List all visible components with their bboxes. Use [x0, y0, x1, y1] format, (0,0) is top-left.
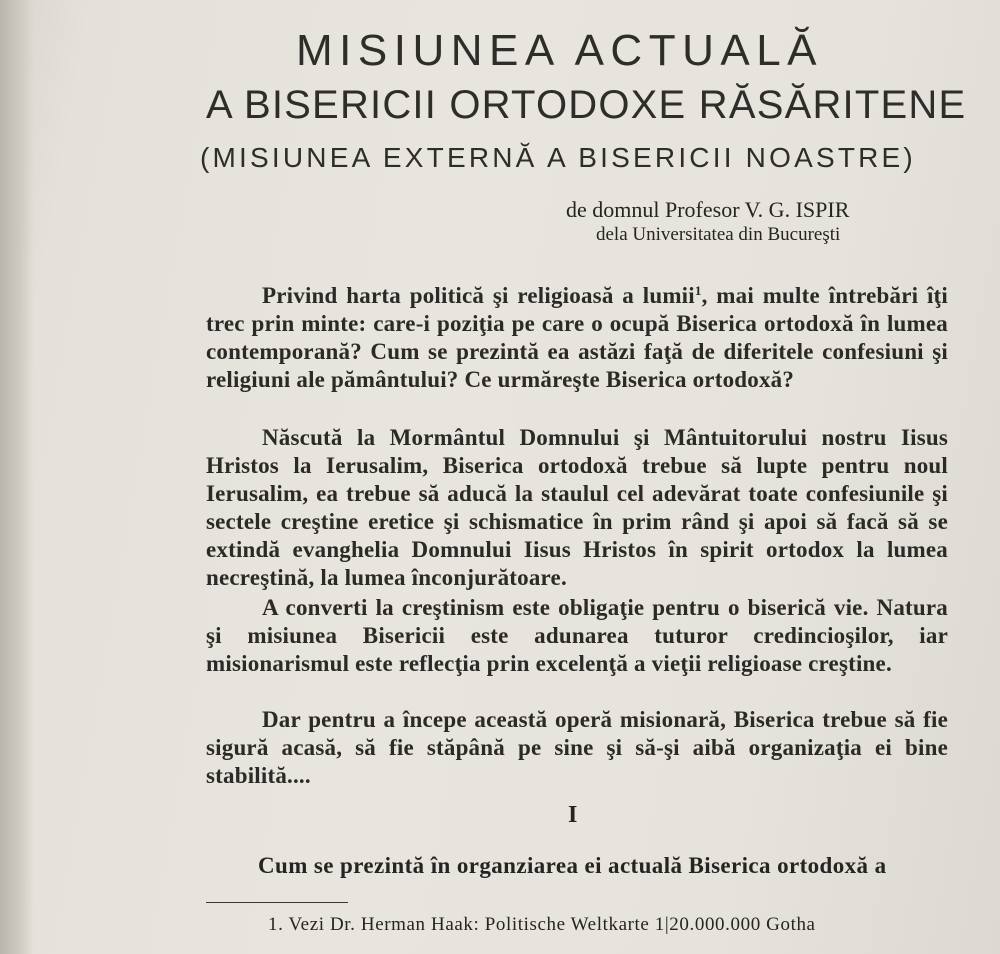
- paragraph-1: [206, 282, 948, 394]
- subtitle: (MISIUNEA EXTERNĂ A BISERICII NOASTRE): [200, 142, 916, 173]
- footnote-divider: [206, 902, 348, 903]
- footnote: 1. Vezi Dr. Herman Haak: Politische Weltkarte 1|20.000.000 Gotha: [268, 914, 816, 935]
- title-line-2: A BISERICII ORTODOXE RĂSĂRITENE: [206, 83, 967, 127]
- paragraph-4: Dar pentru a începe această operă misionară, Biserica trebue să fie sigură acasă, să fie stăpână pe sine şi să-şi aibă organizaţia ei bine stabilită....: [206, 707, 948, 788]
- paragraph-3: A converti la creştinism este obligaţie pentru o biserică vie. Natura şi misiunea Bisericii este adunarea tuturor credincioşilor, iar misionarismul este reflecţia prin excelenţă a vieţii religioase creştine.: [206, 595, 948, 676]
- section-first-line: Cum se prezintă în organziarea ei actuală Biserica ortodoxă a: [258, 853, 887, 878]
- author-affiliation: dela Universitatea din Bucureşti: [596, 224, 841, 245]
- paragraph-1-text-cont: , mai multe întrebări îţi trec prin minte: care-i poziţia pe care o ocupă Biserica ortodoxă în lumea contemporană? Cum se prezintă ea astăzi faţă de diferitele confesiuni şi religiuni ale pământului? Ce urmăreşte Biserica ortodoxă?: [206, 283, 949, 392]
- paragraph-2: Născută la Mormântul Domnului şi Mântuitorului nostru Iisus Hristos la Ierusalim, Biserica ortodoxă trebue să lupte pentru noul Ierusalim, ea trebue să aducă la staulul cel adevărat toate confesiunile şi sectele creştine eretice şi schismatice în prim rând şi apoi să facă să se extindă evanghelia Domnului Iisus Hristos în spirit ortodox la lumea necreştină, la lumea înconjurătoare.: [206, 425, 948, 590]
- paragraph-1-text: Privind harta politică şi religioasă a lumii: [262, 283, 695, 308]
- author-byline: de domnul Profesor V. G. ISPIR: [566, 197, 850, 222]
- title-line-1: MISIUNEA ACTUALĂ: [296, 26, 824, 75]
- footnote-reference: 1: [694, 283, 702, 298]
- section-number: I: [568, 802, 578, 828]
